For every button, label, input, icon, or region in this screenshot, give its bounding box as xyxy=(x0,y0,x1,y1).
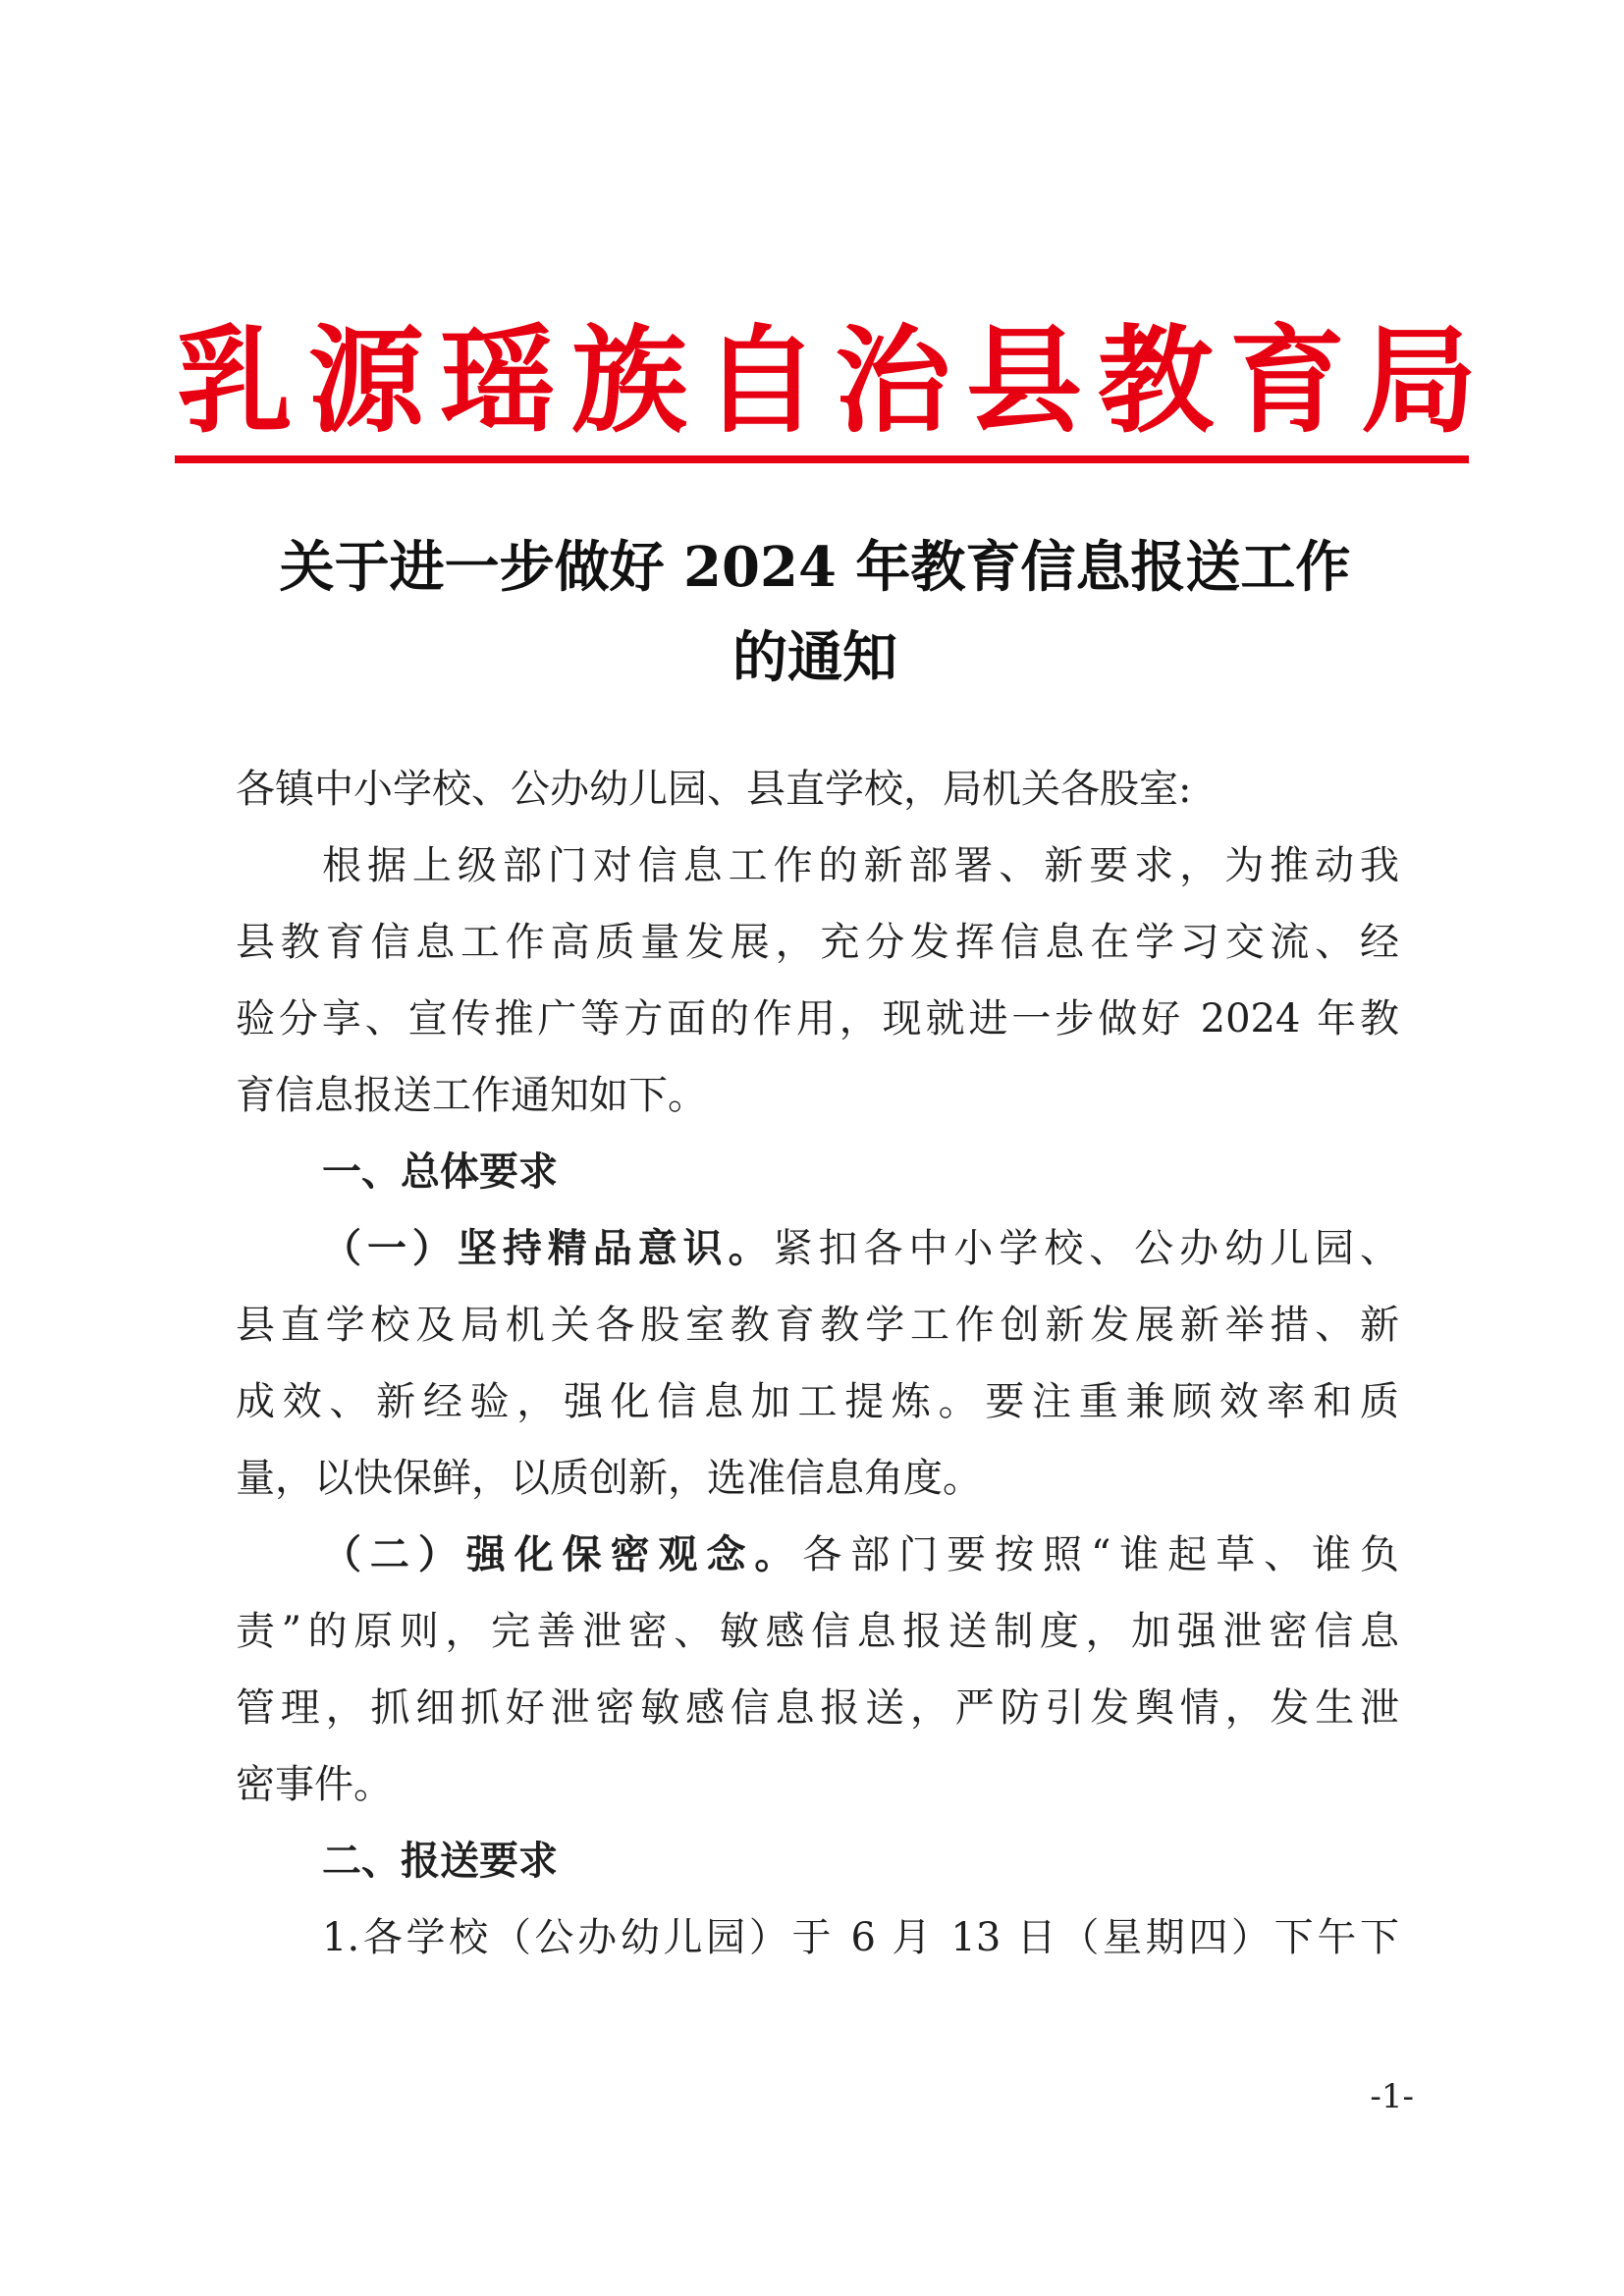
salutation: 各镇中小学校、公办幼儿园、县直学校，局机关各股室: xyxy=(236,767,1192,812)
section-heading-submission-requirements: 二、报送要求 xyxy=(322,1839,558,1884)
intro-line: 县教育信息工作高质量发展，充分发挥信息在学习交流、经 xyxy=(236,920,1399,965)
item-2-text: 各部门要按照“谁起草、谁负 xyxy=(802,1532,1399,1577)
item-1-first-line xyxy=(236,1210,1399,1287)
title-line-1: 关于进一步做好 2024 年教育信息报送工作 xyxy=(279,535,1351,600)
item-1-line: 县直学校及局机关各股室教育教学工作创新发展新举措、新 xyxy=(236,1303,1399,1348)
item-2-lead: （二）强化保密观念。 xyxy=(322,1531,803,1577)
item-1-line: 量，以快保鲜，以质创新，选准信息角度。 xyxy=(236,1456,982,1501)
intro-line: 根据上级部门对信息工作的新部署、新要求，为推动我 xyxy=(322,843,1399,888)
intro-line: 育信息报送工作通知如下。 xyxy=(236,1073,707,1118)
item-1-lead: （一）坚持精品意识。 xyxy=(322,1225,774,1271)
issuer-masthead: 乳源瑶族自治县教育局 xyxy=(177,312,1493,449)
item-2-line: 管理，抓细抓好泄密敏感信息报送，严防引发舆情，发生泄 xyxy=(236,1685,1399,1731)
intro-line: 验分享、宣传推广等方面的作用，现就进一步做好 2024 年教 xyxy=(236,996,1399,1041)
title-line-2: 的通知 xyxy=(732,625,897,690)
document-title xyxy=(177,522,1453,703)
document-body xyxy=(236,751,1399,1976)
item-2-line: 责”的原则，完善泄密、敏感信息报送制度，加强泄密信息 xyxy=(236,1609,1399,1654)
item-2-first-line xyxy=(236,1517,1399,1593)
item-3-first-line: 1.各学校（公办幼儿园）于 6 月 13 日（星期四）下午下 xyxy=(322,1915,1399,1960)
red-divider-rule xyxy=(175,455,1469,463)
item-1-line: 成效、新经验，强化信息加工提炼。要注重兼顾效率和质 xyxy=(236,1379,1399,1424)
item-1-text: 紧扣各中小学校、公办幼儿园、 xyxy=(773,1226,1400,1271)
section-heading-general-requirements: 一、总体要求 xyxy=(322,1149,558,1195)
item-2-line: 密事件。 xyxy=(236,1762,393,1807)
page-number: -1- xyxy=(1370,2077,1414,2116)
